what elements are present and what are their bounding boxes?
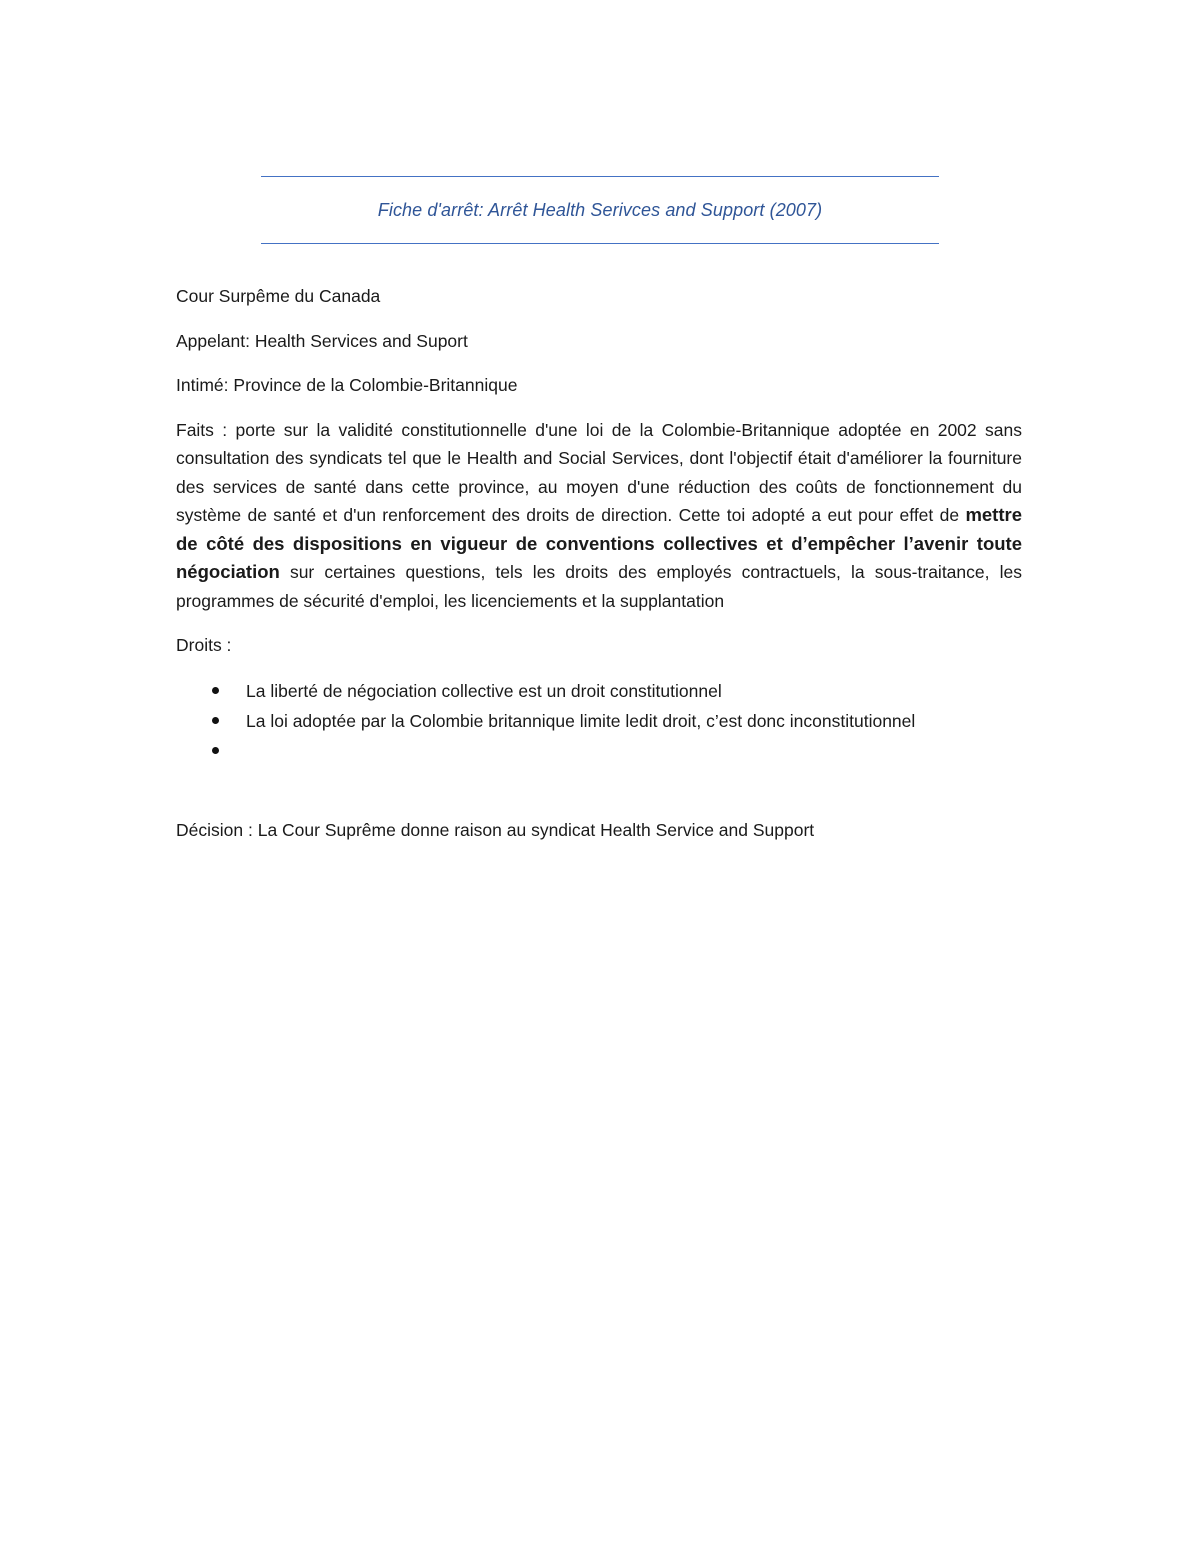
document-body bbox=[176, 282, 1022, 860]
respondent-line bbox=[176, 371, 1022, 400]
facts-label: Faits : bbox=[176, 419, 228, 440]
respondent-value: Province de la Colombie-Britannique bbox=[228, 375, 518, 395]
list-item bbox=[176, 706, 1022, 736]
decision-label: Décision : bbox=[176, 819, 253, 840]
decision-value: La Cour Suprême donne raison au syndicat Health Service and Support bbox=[252, 819, 815, 840]
court-line bbox=[176, 282, 1022, 311]
facts-paragraph bbox=[176, 416, 1022, 616]
appellant-label: Appelant: bbox=[176, 330, 250, 351]
list-item bbox=[176, 736, 1022, 766]
appellant-line bbox=[176, 327, 1022, 356]
list-item-text: La liberté de négociation collective est un droit constitutionnel bbox=[246, 680, 722, 701]
bullet-icon bbox=[212, 687, 219, 694]
facts-text-2: sur certaines questions, tels les droits des employés contractuels, la sous-traitance, les programmes de sécurité d'emploi, les licenciements et la supplantation bbox=[176, 562, 1022, 611]
appellant-value: Health Services and Suport bbox=[249, 330, 468, 351]
list-item bbox=[176, 676, 1022, 706]
facts-text-1: porte sur la validité constitutionnelle d'une loi de la Colombie-Britannique adoptée en 2002 sans consultation des syndicats tel que le Health and Social Services, dont l'objectif était d'améliorer la fourniture des services de santé dans cette province, au moyen d'une réduction des coûts de fonctionnement du système de santé et d'un renforcement des droits de direction. Cette toi adopté a eut pour effet de bbox=[176, 419, 1022, 525]
rights-heading bbox=[176, 631, 1022, 660]
court-name: Cour Surpême du Canada bbox=[176, 286, 381, 306]
decision-line bbox=[176, 816, 1022, 845]
rights-list bbox=[176, 676, 1022, 766]
document-title: Fiche d'arrêt: Arrêt Health Serivces and Support (2007) bbox=[377, 199, 823, 220]
facts-emphasis: mettre de côté des dispositions en vigueur de conventions collectives et d’empêcher l’avenir toute négociation bbox=[176, 504, 1022, 582]
bullet-icon bbox=[212, 717, 219, 724]
title-block bbox=[261, 176, 939, 244]
rights-label: Droits : bbox=[176, 635, 232, 655]
bullet-icon bbox=[212, 747, 219, 754]
list-item-text: La loi adoptée par la Colombie britannique limite ledit droit, c’est donc inconstitutionnel bbox=[246, 710, 916, 731]
respondent-label: Intimé: bbox=[176, 375, 229, 395]
